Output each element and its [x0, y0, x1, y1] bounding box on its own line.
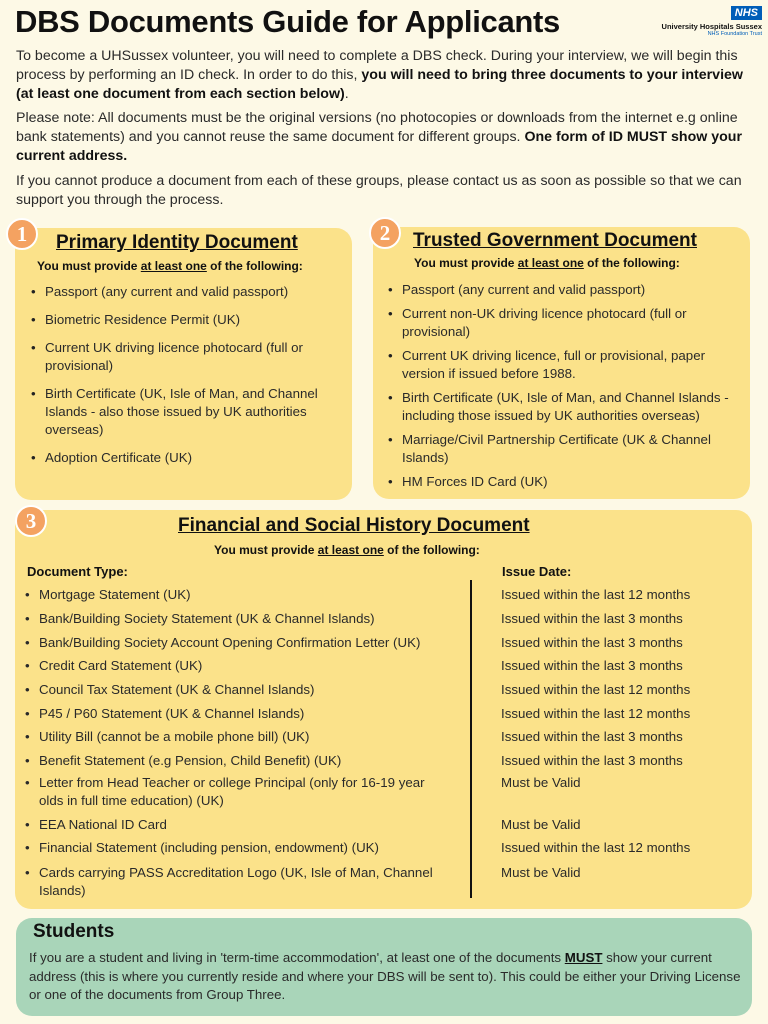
list-item: • Adoption Certificate (UK) [29, 449, 345, 467]
document-type: • P45 / P60 Statement (UK & Channel Islands) [22, 705, 462, 723]
document-type: • Benefit Statement (e.g Pension, Child Benefit) (UK) [22, 752, 462, 770]
document-type: • Mortgage Statement (UK) [22, 586, 462, 604]
document-type: • Utility Bill (cannot be a mobile phone bill) (UK) [22, 728, 462, 746]
list-item: • Current non-UK driving licence photocard (full or provisional) [386, 305, 744, 341]
instruction-emphasis: at least one [317, 543, 384, 557]
list-item: • Birth Certificate (UK, Isle of Man, and Channel Islands - including those issued by UK authorities overseas) [386, 389, 744, 425]
document-type: • Council Tax Statement (UK & Channel Islands) [22, 681, 462, 699]
instruction-text: of the following: [383, 543, 480, 557]
list-item: • Passport (any current and valid passport) [386, 281, 744, 299]
issue-date: Issued within the last 3 months [501, 658, 683, 673]
instruction-emphasis: at least one [140, 259, 207, 273]
group3-number-badge: 3 [15, 505, 47, 537]
document-type: • Credit Card Statement (UK) [22, 657, 462, 675]
document-type: • Bank/Building Society Statement (UK & Channel Islands) [22, 610, 462, 628]
instruction-text: You must provide [414, 256, 518, 270]
group2-title: Trusted Government Document [413, 230, 697, 251]
issue-date: Issued within the last 3 months [501, 635, 683, 650]
group1-instruction [37, 259, 303, 273]
issue-date: Issued within the last 12 months [501, 682, 691, 697]
students-emphasis: MUST [564, 950, 603, 965]
group3-instruction [214, 543, 480, 557]
students-text-part: If you are a student and living in 'term-time accommodation', at least one of the documents [29, 950, 565, 965]
list-item: • HM Forces ID Card (UK) [386, 473, 744, 491]
group2-list [386, 281, 744, 491]
nhs-logo-block [662, 3, 762, 37]
primary-identity-box [15, 228, 352, 500]
intro-p2-text: Please note: All documents must be the original versions (no photocopies or downloads from the internet e.g online bank statements) and you cannot reuse the same document for different groups. [16, 110, 738, 145]
list-item: • Passport (any current and valid passport) [29, 283, 345, 301]
intro-p1-end: . [344, 86, 349, 102]
instruction-text: You must provide [214, 543, 318, 557]
issue-date: Issued within the last 3 months [501, 611, 683, 626]
document-type: • Bank/Building Society Account Opening Confirmation Letter (UK) [22, 634, 462, 652]
page-title: DBS Documents Guide for Applicants [15, 4, 560, 39]
document-type: • Financial Statement (including pension, endowment) (UK) [22, 839, 462, 857]
org-subtitle: NHS Foundation Trust [707, 31, 762, 37]
issue-date: Issued within the last 12 months [501, 840, 691, 855]
list-item: • Biometric Residence Permit (UK) [29, 311, 345, 329]
list-item: • Current UK driving licence, full or provisional, paper version if issued before 1988. [386, 347, 744, 383]
instruction-text: You must provide [37, 259, 141, 273]
trusted-government-box [373, 227, 750, 499]
column-divider [470, 580, 472, 898]
org-name: University Hospitals Sussex [661, 22, 762, 31]
group1-number-badge: 1 [6, 218, 38, 250]
issue-date: Must be Valid [501, 865, 581, 880]
instruction-emphasis: at least one [517, 256, 584, 270]
issue-date: Issued within the last 12 months [501, 706, 691, 721]
students-box [16, 918, 752, 1016]
students-text-part: show your current address (this is where you currently reside and where your DBS will be sent to). This could be either your Driving License or one of the documents from Group Three. [29, 950, 741, 1002]
column-header-date: Issue Date: [502, 564, 572, 579]
group1-title: Primary Identity Document [56, 232, 298, 253]
instruction-text: of the following: [583, 256, 680, 270]
group2-instruction [414, 256, 680, 270]
intro-paragraph-3: If you cannot produce a document from each of these groups, please contact us as soon as possible so that we can support you through the process. [16, 173, 742, 208]
list-item: • Birth Certificate (UK, Isle of Man, and Channel Islands - also those issued by UK authorities overseas) [29, 385, 345, 439]
issue-date: Issued within the last 3 months [501, 729, 683, 744]
issue-date: Must be Valid [501, 775, 581, 790]
issue-date: Issued within the last 3 months [501, 753, 683, 768]
group1-list [29, 283, 345, 467]
document-type: • EEA National ID Card [22, 816, 462, 834]
intro-paragraph-2 [16, 109, 760, 166]
intro-p2-bold: One form of ID MUST show your current address. [16, 129, 742, 164]
group3-title: Financial and Social History Document [178, 515, 530, 536]
issue-date: Issued within the last 12 months [501, 587, 691, 602]
column-header-type: Document Type: [27, 564, 128, 579]
instruction-text: of the following: [206, 259, 303, 273]
intro-paragraph-1 [16, 47, 760, 104]
group2-number-badge: 2 [369, 217, 401, 249]
issue-date: Must be Valid [501, 817, 581, 832]
list-item: • Marriage/Civil Partnership Certificate (UK & Channel Islands) [386, 431, 744, 467]
intro-p1-text: To become a UHSussex volunteer, you will need to complete a DBS check. During your interview, we will begin this process by performing an ID check. In order to do this, [16, 48, 738, 83]
students-text [29, 949, 741, 1005]
document-type: • Cards carrying PASS Accreditation Logo (UK, Isle of Man, Channel Islands) [22, 864, 442, 900]
document-type: • Letter from Head Teacher or college Principal (only for 16-19 year olds in full time education) (UK) [22, 774, 452, 810]
intro-p1-bold: you will need to bring three documents to your interview (at least one document from each section below) [16, 67, 743, 102]
list-item: • Current UK driving licence photocard (full or provisional) [29, 339, 345, 375]
students-title: Students [33, 921, 115, 942]
nhs-logo: NHS [731, 6, 762, 20]
